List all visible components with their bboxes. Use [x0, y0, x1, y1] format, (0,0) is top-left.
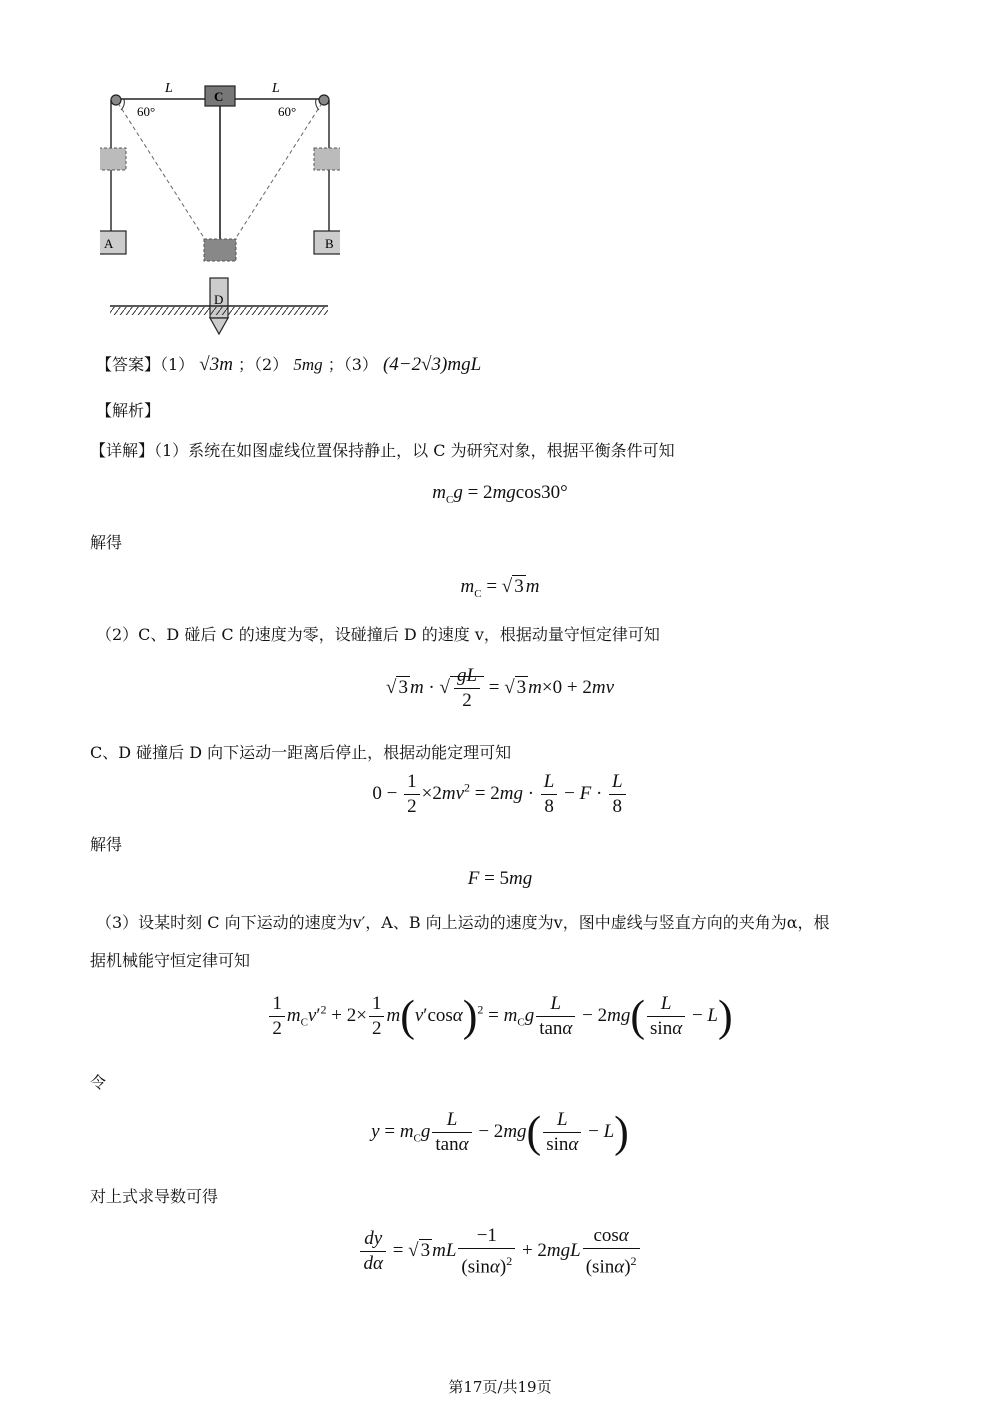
equation-1: $m_Cg = 2mgcos30^\circ$	[432, 482, 568, 506]
ground-hatch	[110, 307, 328, 315]
left-pulley	[111, 95, 121, 105]
answer-sep2: ；（2）	[238, 355, 289, 374]
equation-7: $y = m_Cg$ $\frac{L}{\tan\alpha}$ − 2mg( $\frac{L}{\sin\alpha}$ − L)	[371, 1107, 629, 1157]
block-A-dashed	[100, 148, 126, 170]
detail-p4a: （3）设某时刻 C 向下运动的速度为v′，A、B 向上运动的速度为v，图中虚线与竖直方向的夹角为α，根	[96, 913, 830, 932]
equation-2: $m_C$ = √ 3 m	[460, 576, 540, 600]
block-B-dashed	[314, 148, 340, 170]
detail-solve1: 解得	[90, 533, 123, 552]
angle-left: 60°	[137, 104, 156, 119]
label-A: A	[104, 236, 114, 251]
answer-part2: 5mg	[293, 355, 323, 374]
detail-deriv: 对上式求导数可得	[90, 1187, 219, 1206]
label-L-left: L	[165, 81, 173, 96]
detail-p4b: 据机械能守恒定律可知	[90, 951, 251, 970]
answer-part3: (4−2√3)mgL	[382, 354, 482, 375]
equation-6: $\frac{1}{2}$ $m_Cv'^2 + 2\times$ $\frac{1}{2}$ $m(v'\cos\alpha)^2 = m_Cg$ $\frac{L}{\tan\alpha}$ − 2mg( $\frac{L}{\sin\alpha}$ − L)	[0, 992, 1000, 1041]
analysis-title: 【解析】	[96, 401, 161, 420]
detail-p1: 【详解】（1）系统在如图虚线位置保持静止，以 C 为研究对象，根据平衡条件可知	[90, 441, 675, 460]
detail-p3: C、D 碰撞后 D 向下运动一距离后停止，根据动能定理可知	[90, 743, 512, 762]
equation-5: F = 5mg	[467, 868, 533, 889]
right-pulley	[319, 95, 329, 105]
label-L-right: L	[272, 81, 280, 96]
label-C: C	[214, 89, 224, 104]
block-C-dashed	[204, 239, 236, 261]
detail-let: 令	[90, 1073, 107, 1092]
physics-diagram	[100, 78, 340, 340]
equation-4: 0 − $\frac{1}{2}$ $\times 2mv^2 = 2mg$ · $\frac{L}{8}$ − F · $\frac{L}{8}$	[0, 770, 1000, 819]
equation-3: √ 3 m · √ $\frac{gL}{2}$ = √ 3 m×0 + 2mv	[386, 665, 614, 711]
angle-right: 60°	[278, 104, 297, 119]
detail-solve2: 解得	[90, 835, 123, 854]
equation-8: $\frac{dy}{d\alpha}$ = √ 3 mL $\frac{-1}{(\sin\alpha)^2}$ + 2mgL $\frac{\cos\alpha}{(\sin\alpha)^2}$	[0, 1224, 1000, 1279]
stake-D-tip	[210, 318, 228, 334]
label-D: D	[214, 292, 224, 307]
label-B: B	[325, 236, 334, 251]
detail-p2: （2）C、D 碰后 C 的速度为零，设碰撞后 D 的速度 v，根据动量守恒定律可知	[96, 625, 660, 644]
dashed-left	[118, 103, 206, 241]
dashed-right	[234, 103, 322, 241]
answer-part1: √3m	[199, 354, 233, 375]
answer-sep3: ；（3）	[327, 355, 378, 374]
page-footer: 第17页/共19页	[448, 1378, 552, 1396]
answer-prefix: 【答案】（1）	[96, 355, 195, 374]
answer-line	[96, 354, 481, 376]
